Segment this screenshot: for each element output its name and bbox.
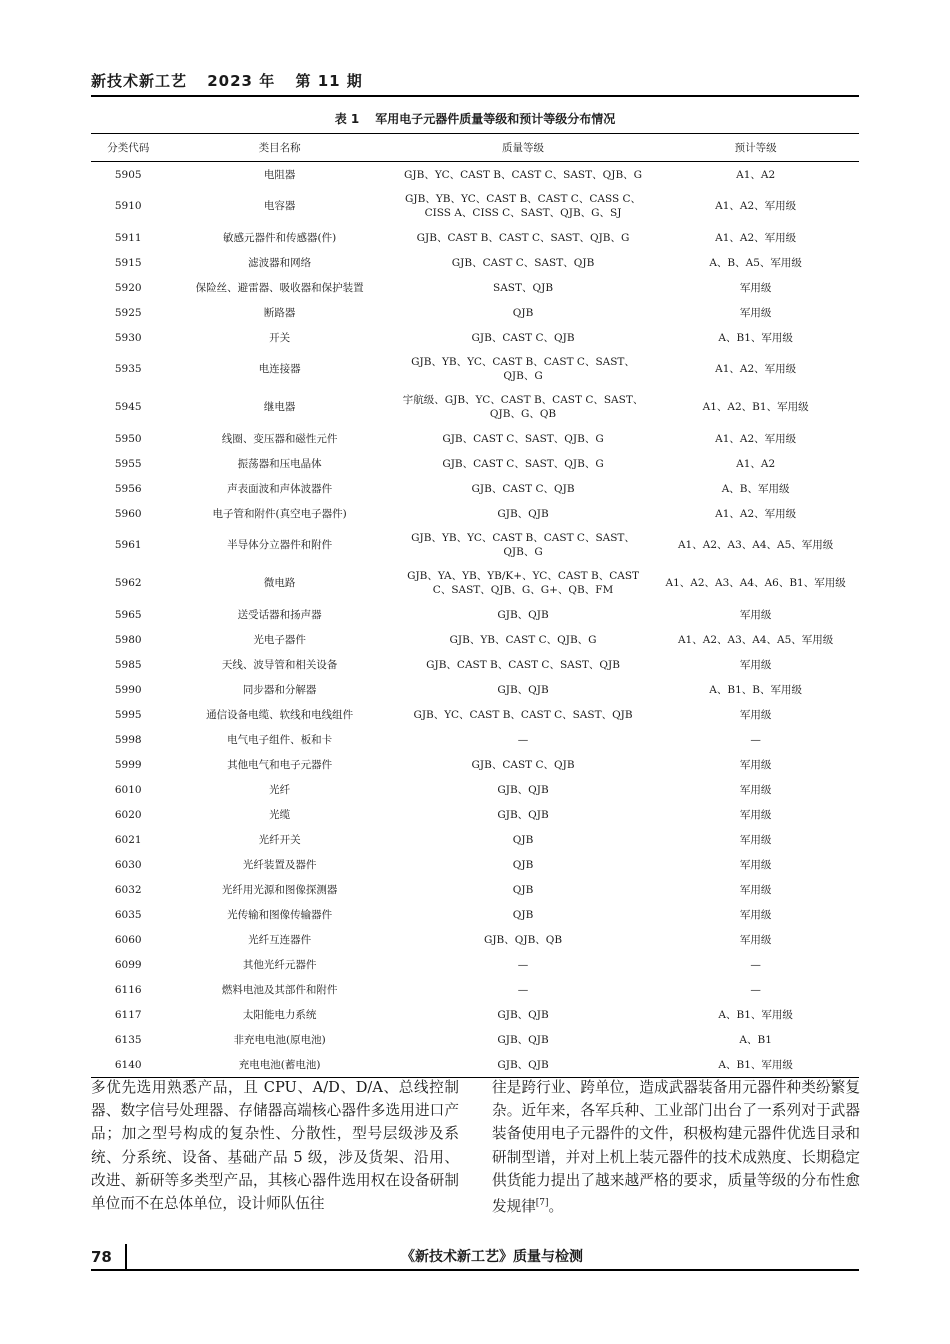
cell-quality-grade: QJB (512, 883, 534, 896)
body-column-right (492, 1076, 860, 1218)
table-row (91, 526, 859, 564)
table-row (91, 652, 859, 677)
table-row (91, 1027, 859, 1052)
cell-category: 电连接器 (258, 363, 301, 375)
table-row (91, 727, 859, 752)
table-row (91, 977, 859, 1002)
journal-year: 2023 年 (207, 72, 276, 90)
cell-quality-grade: GJB、QJB (497, 507, 549, 520)
cell-code: 6135 (114, 1033, 142, 1046)
cell-code: 5998 (114, 733, 142, 746)
cell-code: 5945 (114, 401, 142, 413)
cell-code: 5980 (114, 633, 142, 646)
cell-predicted-grade: A、B1、军用级 (718, 1058, 793, 1071)
table-row (91, 777, 859, 802)
cell-code: 6021 (114, 833, 142, 846)
body-paragraph-right (492, 1076, 860, 1218)
cell-quality-grade: GJB、QJB (497, 783, 549, 796)
cell-quality-grade: — (517, 958, 529, 971)
table-row (91, 627, 859, 652)
table-row (91, 877, 859, 902)
cell-code: 6030 (114, 858, 142, 871)
cell-category: 保险丝、避雷器、吸收器和保护装置 (195, 281, 364, 294)
body-column-left (91, 1076, 459, 1215)
cell-predicted-grade: A1、A2、军用级 (715, 231, 797, 244)
cell-code: 5995 (114, 708, 142, 721)
cell-code: 6140 (114, 1058, 142, 1071)
cell-quality-grade: QJB (512, 858, 534, 871)
cell-code: 5905 (114, 168, 142, 181)
cell-quality-grade: GJB、CAST C、SAST、QJB、G (442, 432, 604, 445)
cell-code: 5935 (114, 363, 142, 375)
cell-predicted-grade: — (750, 983, 761, 996)
table-row (91, 300, 859, 325)
cell-code: 5910 (114, 200, 142, 212)
table-row (91, 1052, 859, 1078)
cell-code: 5999 (114, 758, 142, 771)
cell-predicted-grade: 军用级 (739, 306, 772, 319)
cell-predicted-grade: A1、A2、军用级 (715, 200, 797, 212)
cell-quality-grade: — (517, 983, 529, 996)
table-row (91, 426, 859, 451)
quality-grade-table (91, 133, 859, 1078)
cell-category: 振荡器和压电晶体 (237, 457, 322, 470)
table-row (91, 388, 859, 426)
cell-code: 5956 (114, 482, 142, 495)
table-row (91, 927, 859, 952)
cell-quality-grade: GJB、YB、YC、CAST B、CAST C、CASS C、CISS A、CISS C、SAST、QJB、G、SJ (405, 193, 642, 219)
journal-issue: 第 11 期 (295, 72, 363, 90)
cell-category: 电阻器 (263, 168, 296, 181)
cell-category: 光纤 (269, 783, 291, 796)
cell-predicted-grade: A、B1、军用级 (718, 1008, 793, 1021)
cell-code: 5920 (114, 281, 142, 294)
cell-category: 光纤开关 (258, 833, 301, 846)
cell-predicted-grade: A、B1 (739, 1033, 772, 1046)
table-row (91, 1002, 859, 1027)
column-header-category: 类目名称 (165, 134, 393, 162)
cell-predicted-grade: — (750, 958, 761, 971)
cell-quality-grade: QJB (512, 908, 534, 921)
cell-quality-grade: GJB、CAST C、SAST、QJB (451, 256, 595, 269)
cell-category: 通信设备电缆、软线和电线组件 (206, 708, 354, 721)
table-row (91, 476, 859, 501)
cell-code: 6060 (114, 933, 142, 946)
cell-code: 6099 (114, 958, 142, 971)
cell-code: 6010 (114, 783, 142, 796)
body-paragraph-left: 多优先选用熟悉产品，且 CPU、A/D、D/A、总线控制器、数字信号处理器、存储器高端核心器件多选用进口产品；加之型号构成的复杂性、分散性，型号层级涉及系统、分系统、设备、基础产品 5 级，涉及货架、沿用、改进、新研等多类型产品，其核心器件选用权在设备研制单位而不在总体单位，设计师队伍往 (91, 1079, 459, 1213)
cell-code: 5925 (114, 306, 142, 319)
cell-quality-grade: GJB、QJB (497, 1058, 549, 1071)
table-title: 军用电子元器件质量等级和预计等级分布情况 (375, 112, 616, 126)
table-row (91, 325, 859, 350)
table-row (91, 250, 859, 275)
cell-category: 其他光纤元器件 (242, 958, 317, 971)
cell-code: 5990 (114, 683, 142, 696)
cell-quality-grade: 宇航级、GJB、YC、CAST B、CAST C、SAST、QJB、G、QB (402, 394, 644, 420)
cell-quality-grade: GJB、YC、CAST B、CAST C、SAST、QJB (413, 708, 633, 721)
cell-quality-grade: GJB、YB、YC、CAST B、CAST C、SAST、QJB、G (411, 356, 635, 382)
cell-category: 其他电气和电子元器件 (227, 758, 333, 771)
cell-code: 6032 (114, 883, 142, 896)
cell-category: 光纤用光源和图像探测器 (221, 883, 338, 896)
table-caption (91, 110, 859, 127)
cell-code: 5961 (114, 539, 142, 551)
cell-predicted-grade: A1、A2、军用级 (715, 432, 797, 445)
table-row (91, 162, 859, 188)
cell-predicted-grade: A1、A2、A3、A4、A5、军用级 (677, 539, 834, 551)
cell-category: 光缆 (269, 808, 291, 821)
cell-code: 5955 (114, 457, 142, 470)
cell-predicted-grade: 军用级 (739, 808, 772, 821)
cell-predicted-grade: 军用级 (739, 281, 772, 294)
table-row (91, 501, 859, 526)
cell-quality-grade: GJB、CAST C、QJB (471, 482, 575, 495)
cell-predicted-grade: 军用级 (739, 658, 772, 671)
cell-predicted-grade: 军用级 (739, 758, 772, 771)
cell-category: 电容器 (263, 200, 296, 212)
cell-category: 同步器和分解器 (242, 683, 317, 696)
header-rule (91, 95, 859, 97)
table-row (91, 225, 859, 250)
cell-category: 敏感元器件和传感器(件) (223, 231, 337, 244)
cell-quality-grade: GJB、CAST C、SAST、QJB、G (442, 457, 604, 470)
table-row (91, 350, 859, 388)
table-row (91, 852, 859, 877)
cell-quality-grade: QJB (512, 306, 534, 319)
cell-category: 电子管和附件(真空电子器件) (212, 507, 347, 520)
cell-predicted-grade: — (750, 733, 761, 746)
cell-code: 5960 (114, 507, 142, 520)
running-header (91, 70, 859, 94)
table-header-row (91, 134, 859, 162)
table-row (91, 952, 859, 977)
table-label: 表 1 (334, 112, 360, 126)
cell-code: 5965 (114, 608, 142, 621)
cell-category: 断路器 (263, 306, 296, 319)
cell-category: 光传输和图像传输器件 (227, 908, 333, 921)
cell-quality-grade: GJB、YB、YC、CAST B、CAST C、SAST、QJB、G (411, 532, 635, 558)
cell-category: 声表面波和声体波器件 (227, 482, 333, 495)
cell-predicted-grade: A、B1、军用级 (718, 331, 793, 344)
cell-category: 非充电电池(原电池) (233, 1033, 326, 1046)
cell-quality-grade: GJB、QJB (497, 808, 549, 821)
column-header-code: 分类代码 (91, 134, 165, 162)
journal-name: 新技术新工艺 (91, 72, 188, 90)
table-row (91, 752, 859, 777)
table-row (91, 702, 859, 727)
cell-predicted-grade: A1、A2、A3、A4、A6、B1、军用级 (665, 577, 846, 589)
cell-predicted-grade: A1、A2、军用级 (715, 363, 797, 375)
cell-quality-grade: QJB (512, 833, 534, 846)
cell-category: 微电路 (263, 577, 296, 589)
citation-mark: [7] (535, 1198, 549, 1209)
cell-code: 6116 (114, 983, 142, 996)
cell-code: 5985 (114, 658, 142, 671)
column-header-predicted: 预计等级 (652, 134, 859, 162)
column-header-quality: 质量等级 (394, 134, 652, 162)
footer-rule (91, 1269, 859, 1271)
table-row (91, 564, 859, 602)
cell-predicted-grade: A1、A2、A3、A4、A5、军用级 (677, 633, 834, 646)
cell-predicted-grade: 军用级 (739, 608, 772, 621)
cell-quality-grade: SAST、QJB (493, 281, 554, 294)
cell-quality-grade: GJB、YA、YB、YB/K+、YC、CAST B、CAST C、SAST、QJB、G、G+、QB、FM (407, 570, 640, 596)
table-row (91, 902, 859, 927)
table-row (91, 187, 859, 225)
cell-category: 天线、波导管和相关设备 (221, 658, 338, 671)
cell-code: 6020 (114, 808, 142, 821)
table-row (91, 677, 859, 702)
cell-quality-grade: GJB、QJB (497, 1033, 549, 1046)
cell-predicted-grade: A1、A2 (736, 457, 776, 470)
cell-quality-grade: GJB、CAST C、QJB (471, 331, 575, 344)
cell-category: 燃料电池及其部件和附件 (221, 983, 338, 996)
cell-category: 半导体分立器件和附件 (227, 539, 333, 551)
cell-code: 5911 (114, 231, 142, 244)
footer-title: 《新技术新工艺》质量与检测 (401, 1249, 583, 1265)
cell-predicted-grade: 军用级 (739, 883, 772, 896)
cell-code: 5962 (114, 577, 142, 589)
cell-predicted-grade: A1、A2、B1、军用级 (702, 401, 809, 413)
cell-category: 开关 (269, 331, 291, 344)
cell-quality-grade: GJB、QJB (497, 683, 549, 696)
cell-predicted-grade: A、B、军用级 (721, 482, 790, 495)
table-row (91, 827, 859, 852)
cell-quality-grade: GJB、QJB (497, 1008, 549, 1021)
cell-quality-grade: GJB、CAST C、QJB (471, 758, 575, 771)
cell-code: 6035 (114, 908, 142, 921)
table-row (91, 602, 859, 627)
cell-category: 太阳能电力系统 (242, 1008, 317, 1021)
cell-quality-grade: — (517, 733, 529, 746)
cell-predicted-grade: 军用级 (739, 833, 772, 846)
cell-code: 5930 (114, 331, 142, 344)
cell-quality-grade: GJB、QJB (497, 608, 549, 621)
cell-predicted-grade: 军用级 (739, 908, 772, 921)
cell-quality-grade: GJB、QJB、QB (483, 933, 563, 946)
cell-predicted-grade: 军用级 (739, 783, 772, 796)
table-row (91, 802, 859, 827)
table-body (91, 162, 859, 1078)
cell-category: 光电子器件 (253, 633, 306, 646)
cell-category: 电气电子组件、板和卡 (227, 733, 333, 746)
table-row (91, 275, 859, 300)
cell-category: 继电器 (263, 401, 296, 413)
cell-quality-grade: GJB、YB、CAST C、QJB、G (449, 633, 597, 646)
page-number: 78 (91, 1248, 112, 1266)
cell-category: 送受话器和扬声器 (237, 608, 322, 621)
cell-category: 充电电池(蓄电池) (238, 1058, 321, 1071)
body-paragraph-right-text: 往是跨行业、跨单位，造成武器装备用元器件种类纷繁复杂。近年来，各军兵种、工业部门出台了一系列对于武器装备使用电子元器件的文件，积极构建元器件优选目录和研制型谱，并对上机上装元器件的技术成熟度、长期稳定供货能力提出了越来越严格的要求，质量等级的分布性愈发规律 (492, 1079, 860, 1215)
cell-predicted-grade: 军用级 (739, 858, 772, 871)
cell-category: 光纤互连器件 (248, 933, 312, 946)
cell-category: 滤波器和网络 (248, 256, 312, 269)
cell-predicted-grade: A1、A2、军用级 (715, 507, 797, 520)
cell-predicted-grade: 军用级 (739, 708, 772, 721)
cell-quality-grade: GJB、YC、CAST B、CAST C、SAST、QJB、G (404, 168, 643, 181)
table-row (91, 451, 859, 476)
cell-category: 线圈、变压器和磁性元件 (221, 432, 338, 445)
cell-category: 光纤装置及器件 (242, 858, 317, 871)
cell-predicted-grade: A1、A2 (736, 168, 776, 181)
cell-predicted-grade: A、B、A5、军用级 (709, 256, 802, 269)
cell-code: 5915 (114, 256, 142, 269)
cell-code: 5950 (114, 432, 142, 445)
cell-predicted-grade: A、B1、B、军用级 (709, 683, 802, 696)
body-paragraph-right-end: 。 (548, 1197, 564, 1215)
cell-quality-grade: GJB、CAST B、CAST C、SAST、QJB、G (416, 231, 630, 244)
cell-code: 6117 (114, 1008, 142, 1021)
cell-quality-grade: GJB、CAST B、CAST C、SAST、QJB (426, 658, 620, 671)
cell-predicted-grade: 军用级 (739, 933, 772, 946)
